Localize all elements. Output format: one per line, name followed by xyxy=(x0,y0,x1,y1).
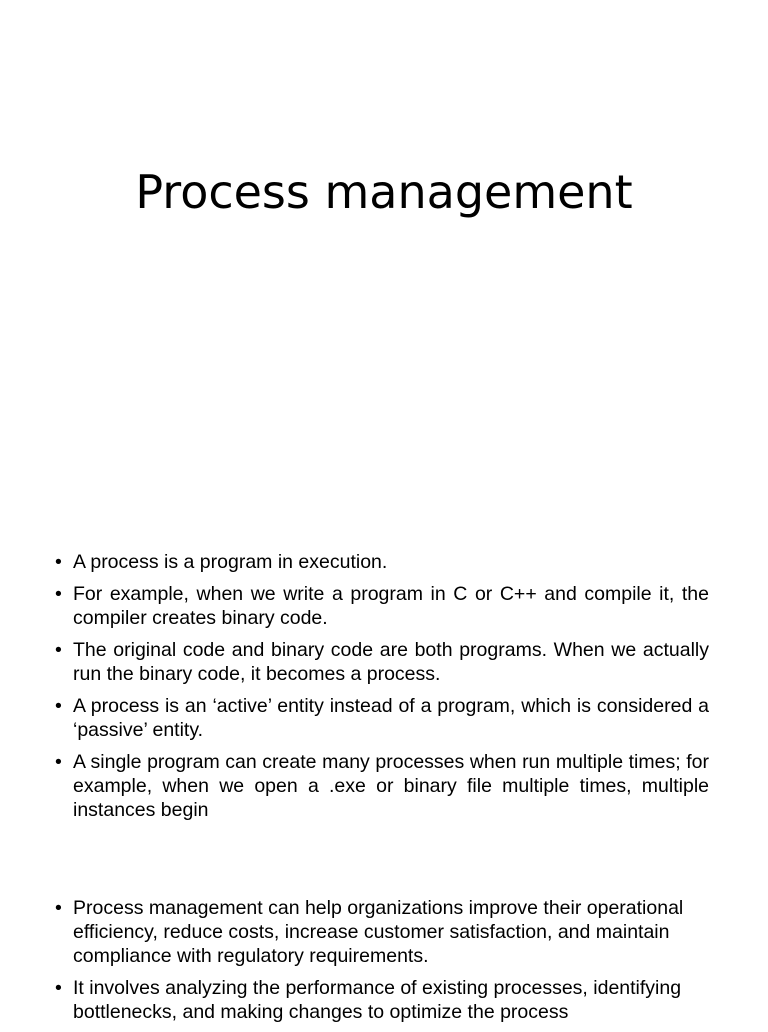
bullet-item xyxy=(55,694,709,742)
bullet-text: It involves analyzing the performance of existing processes, identifying bottlenecks, and making changes to optimize the process xyxy=(73,977,682,1023)
bullet-dot-icon: • xyxy=(55,695,62,717)
bullet-text: Process management can help organizations improve their operational efficiency, reduce costs, increase customer satisfaction, and maintain compliance with regulatory requirements. xyxy=(73,897,684,967)
bullet-list-definition xyxy=(55,550,709,830)
bullet-dot-icon: • xyxy=(55,897,62,919)
bullet-item xyxy=(55,896,709,968)
bullet-item xyxy=(55,638,709,686)
bullet-dot-icon: • xyxy=(55,551,62,573)
bullet-text: A process is an ‘active’ entity instead of a program, which is considered a ‘passive’ entity. xyxy=(73,695,709,741)
bullet-item xyxy=(55,582,709,630)
bullet-item xyxy=(55,550,709,574)
bullet-dot-icon: • xyxy=(55,583,62,605)
bullet-text: A process is a program in execution. xyxy=(73,551,388,573)
bullet-text: The original code and binary code are both programs. When we actually run the binary code, it becomes a process. xyxy=(73,639,709,685)
bullet-item xyxy=(55,976,709,1024)
bullet-dot-icon: • xyxy=(55,639,62,661)
bullet-text: A single program can create many processes when run multiple times; for example, when we open a .exe or binary file multiple times, multiple instances begin xyxy=(73,751,709,821)
slide-title: Process management xyxy=(135,165,633,219)
bullet-item xyxy=(55,750,709,822)
bullet-list-benefits xyxy=(55,896,709,1032)
bullet-dot-icon: • xyxy=(55,751,62,773)
bullet-text: For example, when we write a program in C or C++ and compile it, the compiler creates binary code. xyxy=(73,583,709,629)
bullet-dot-icon: • xyxy=(55,977,62,999)
